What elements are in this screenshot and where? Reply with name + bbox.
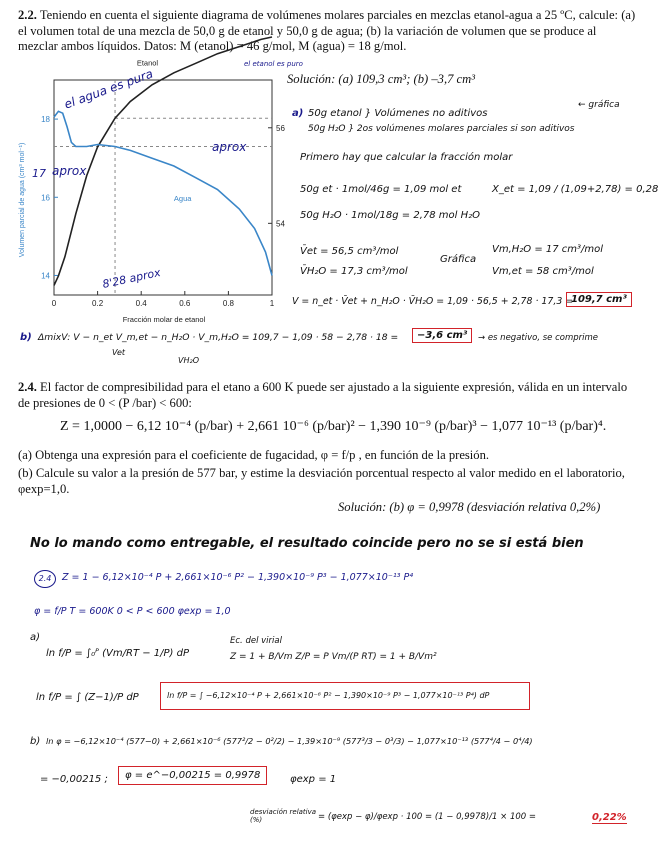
phi-exp: φexp = 1 <box>290 774 337 785</box>
work-line1: 50g etanol } Volúmenes no aditivos <box>308 108 488 119</box>
note-aprox-left: aprox <box>52 164 87 178</box>
result-24b-box: φ = e^−0,00215 = 0,9978 <box>118 766 267 785</box>
y-left-tick-label: 18 <box>41 115 50 125</box>
work-a-label: a) <box>292 108 304 119</box>
x-tick-label: 0.6 <box>179 299 191 308</box>
y-left-tick-label: 14 <box>41 271 50 281</box>
plot-frame <box>54 80 272 295</box>
x-tick-label: 1 <box>269 299 275 308</box>
note-agua-pura: el agua es pura <box>62 66 155 112</box>
desviacion-label: desviación relativa (%) <box>250 808 317 824</box>
y-right-tick-label: 56 <box>276 123 285 133</box>
problem-number-2-4: 2.4. <box>18 380 37 394</box>
result-a-box: 109,7 cm³ <box>566 292 632 307</box>
work24-b-line: ln φ = −6,12×10⁻⁴ (577−0) + 2,661×10⁻⁶ (577²/2 − 0²/2) − 1,39×10⁻⁹ (577³/3 − 0³/3) − 1,077×10⁻¹³ (577⁴/4 − 0⁴/4) <box>46 736 533 746</box>
submission-note: No lo mando como entregable, el resultado coincide pero no se si está bien <box>30 536 584 551</box>
desviacion-eq: = (φexp − φ)/φexp · 100 = (1 − 0,9978)/1 × 100 = <box>318 812 536 822</box>
series-label: Etanol <box>136 58 159 68</box>
work24-b-label: b) <box>30 736 41 747</box>
y-axis-label: Volumen parcial de agua (cm³ mol⁻¹) <box>19 142 26 258</box>
x-tick-label: 0.4 <box>135 299 147 308</box>
x-tick-label: 0.2 <box>92 299 104 308</box>
work-line6: V̄et = 56,5 cm³/mol <box>300 246 399 257</box>
series-label: Agua <box>173 194 192 204</box>
work-graf1: Vm,H₂O = 17 cm³/mol <box>492 244 604 255</box>
item-a: (a) Obtenga una expresión para el coeficiente de fugacidad, φ = f/p , en función de la presión. <box>18 448 490 462</box>
z-equation: Z = 1,0000 − 6,12 10⁻⁴ (p/bar) + 2,661 10⁻⁶ (p/bar)² − 1,390 10⁻⁹ (p/bar)³ − 1,077 10⁻¹³ (p/bar)⁴. <box>60 419 607 434</box>
work-line4b: X_et = 1,09 / (1,09+2,78) = 0,28 <box>492 184 658 195</box>
virial-eq: Z = 1 + B/Vm Z/P = P Vm/(P RT) = 1 + B/Vm² <box>230 652 437 662</box>
work-grafica-label: Gráfica <box>440 254 477 265</box>
work-b-label: b) <box>20 332 32 343</box>
series-etanol <box>54 37 272 285</box>
problem-text: Teniendo en cuenta el siguiente diagrama de volúmenes molares parciales en mezclas etanol-agua a 25 ºC, calcule: (a) el volumen total de una mezcla de 50,0 g de etanol y 50,0 g de agua; (b) la variación de volumen que se produce al mezclar ambos líquidos. Datos: M (etanol) = 46 g/mol, M (agua) = 18 g/mol. <box>18 8 636 53</box>
virial-label: Ec. del virial <box>230 636 282 646</box>
work-line9-sub2: VH₂O <box>178 356 199 365</box>
work-line4a: 50g et · 1mol/46g = 1,09 mol et <box>300 184 462 195</box>
work-line7: V̄H₂O = 17,3 cm³/mol <box>300 266 408 277</box>
work24-a-line2: ln f/P = ∫ (Z−1)/P dP <box>36 692 139 703</box>
series-agua <box>54 111 272 275</box>
x-tick-label: 0 <box>51 299 57 308</box>
work-graf2: Vm,et = 58 cm³/mol <box>492 266 594 277</box>
solution-2-2: Solución: (a) 109,3 cm³; (b) –3,7 cm³ <box>287 72 476 86</box>
y-left-tick-label: 16 <box>41 193 50 203</box>
z-handwritten: Z = 1 − 6,12×10⁻⁴ P + 2,661×10⁻⁶ P² − 1,390×10⁻⁹ P³ − 1,077×10⁻¹³ P⁴ <box>62 572 414 583</box>
problem-number: 2.2. <box>18 8 37 22</box>
work-line2: 50g H₂O } 2os volúmenes molares parciales si son aditivos <box>308 124 575 134</box>
x-tick-label: 0.8 <box>222 299 234 308</box>
solution-2-4: Solución: (b) φ = 0,9978 (desviación relativa 0,2%) <box>338 500 601 514</box>
work-line5: 50g H₂O · 1mol/18g = 2,78 mol H₂O <box>300 210 481 221</box>
work24-a-label: a) <box>30 632 41 643</box>
work-line9: ΔmixV: V − n_et V_m,et − n_H₂O · V_m,H₂O = 109,7 − 1,09 · 58 − 2,78 · 18 = <box>38 332 399 343</box>
problem-2-2-statement <box>18 8 638 55</box>
note-h2o-aprox: 8'28 aprox <box>101 266 162 291</box>
note-etanol-puro: el etanol es puro <box>244 60 303 68</box>
work-arrow-note: ← gráfica <box>578 100 620 110</box>
work24-b-result: = −0,00215 ; <box>40 774 108 785</box>
circled-2-4: 2.4 <box>34 570 56 588</box>
work-line8: V = n_et · V̄et + n_H₂O · V̄H₂O = 1,09 · 56,5 + 2,78 · 17,3 = <box>292 296 574 307</box>
work-comment-b: → es negativo, se comprime <box>478 333 599 343</box>
result-24a-box: ln f/P = ∫ −6,12×10⁻⁴ P + 2,661×10⁻⁶ P² − 1,390×10⁻⁹ P³ − 1,077×10⁻¹³ P⁴) dP <box>160 682 530 710</box>
work-line9-sub1: Vet <box>112 348 126 357</box>
item-b: (b) Calcule su valor a la presión de 577 bar, y estime la desviación porcentual respecto al valor medido en el laboratorio, φexp=1,0. <box>18 466 625 496</box>
problem-2-4-statement <box>18 380 638 411</box>
work24-a-line1: ln f/P = ∫₀ᴾ (Vm/RT − 1/P) dP <box>46 648 190 659</box>
note-17: 17 <box>32 167 46 180</box>
work-line3: Primero hay que calcular la fracción molar <box>300 152 513 163</box>
result-b-box: −3,6 cm³ <box>412 328 472 343</box>
x-axis-label: Fracción molar de etanol <box>122 315 206 324</box>
y-right-tick-label: 54 <box>276 219 285 229</box>
phi-definition: φ = f/P T = 600K 0 < P < 600 φexp = 1,0 <box>34 606 231 617</box>
note-aprox-right: aprox <box>212 140 247 154</box>
problem-2-4-text: El factor de compresibilidad para el etano a 600 K puede ser ajustado a la siguiente expresión, válida en un intervalo de presiones de 0 < (P /bar) < 600: <box>18 380 628 410</box>
desviacion-result: 0,22% <box>592 812 627 823</box>
